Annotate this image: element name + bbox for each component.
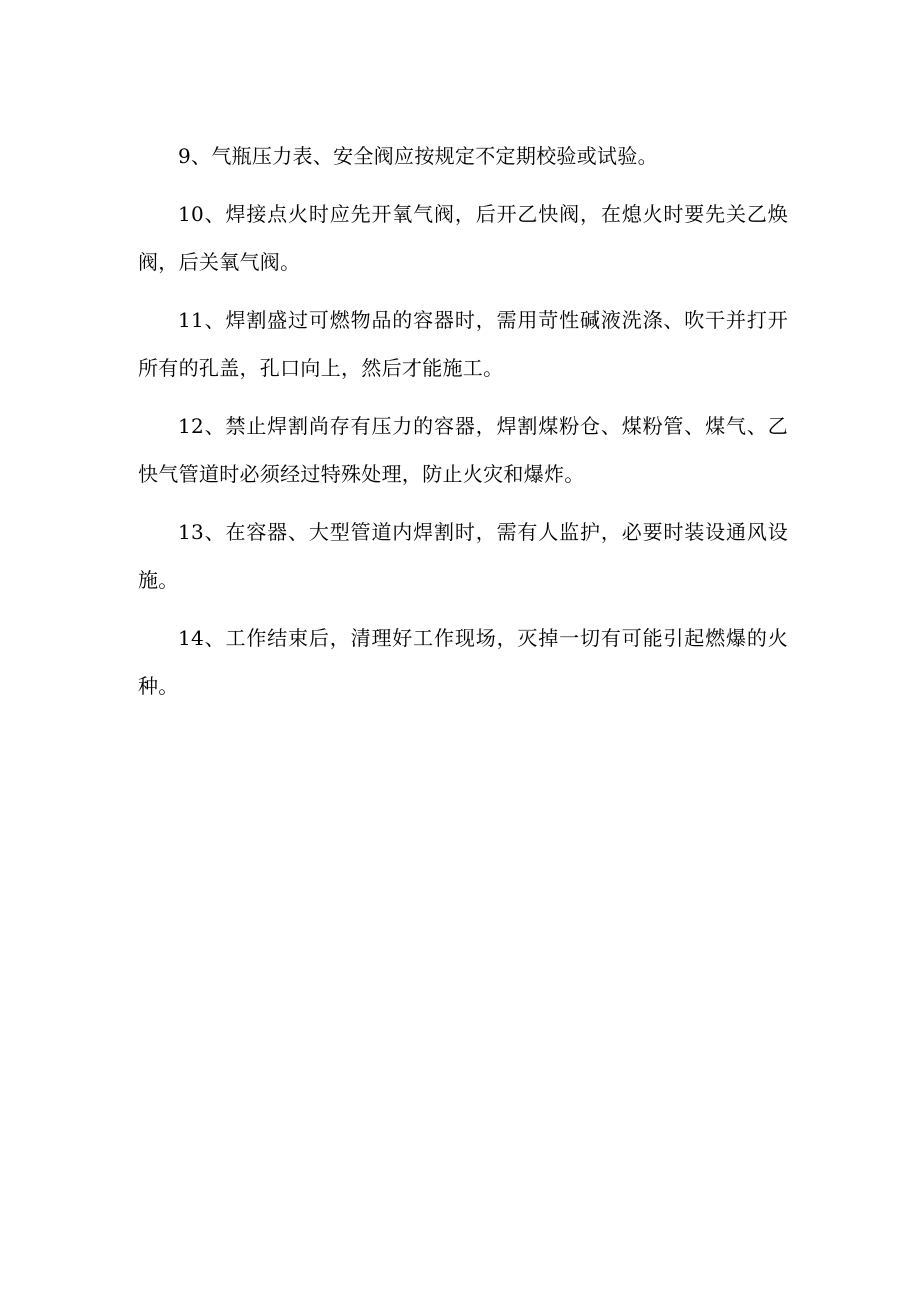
list-item-10: 10、焊接点火时应先开氧气阀，后开乙快阀，在熄火时要先关乙焕阀，后关氧气阀。 <box>138 202 788 274</box>
list-item-11: 11、焊割盛过可燃物品的容器时，需用苛性碱液洗涤、吹干并打开所有的孔盖，孔口向上，然后才能施工。 <box>138 308 788 380</box>
list-item-12: 12、禁止焊割尚存有压力的容器，焊割煤粉仓、煤粉管、煤气、乙快气管道时必须经过特殊处理，防止火灾和爆炸。 <box>138 414 788 486</box>
document-body <box>138 132 788 720</box>
list-item-14: 14、工作结束后，清理好工作现场，灭掉一切有可能引起燃爆的火种。 <box>138 626 788 698</box>
list-item-9: 9、气瓶压力表、安全阀应按规定不定期校验或试验。 <box>178 144 658 168</box>
list-item-13: 13、在容器、大型管道内焊割时，需有人监护，必要时装设通风设施。 <box>138 520 788 592</box>
